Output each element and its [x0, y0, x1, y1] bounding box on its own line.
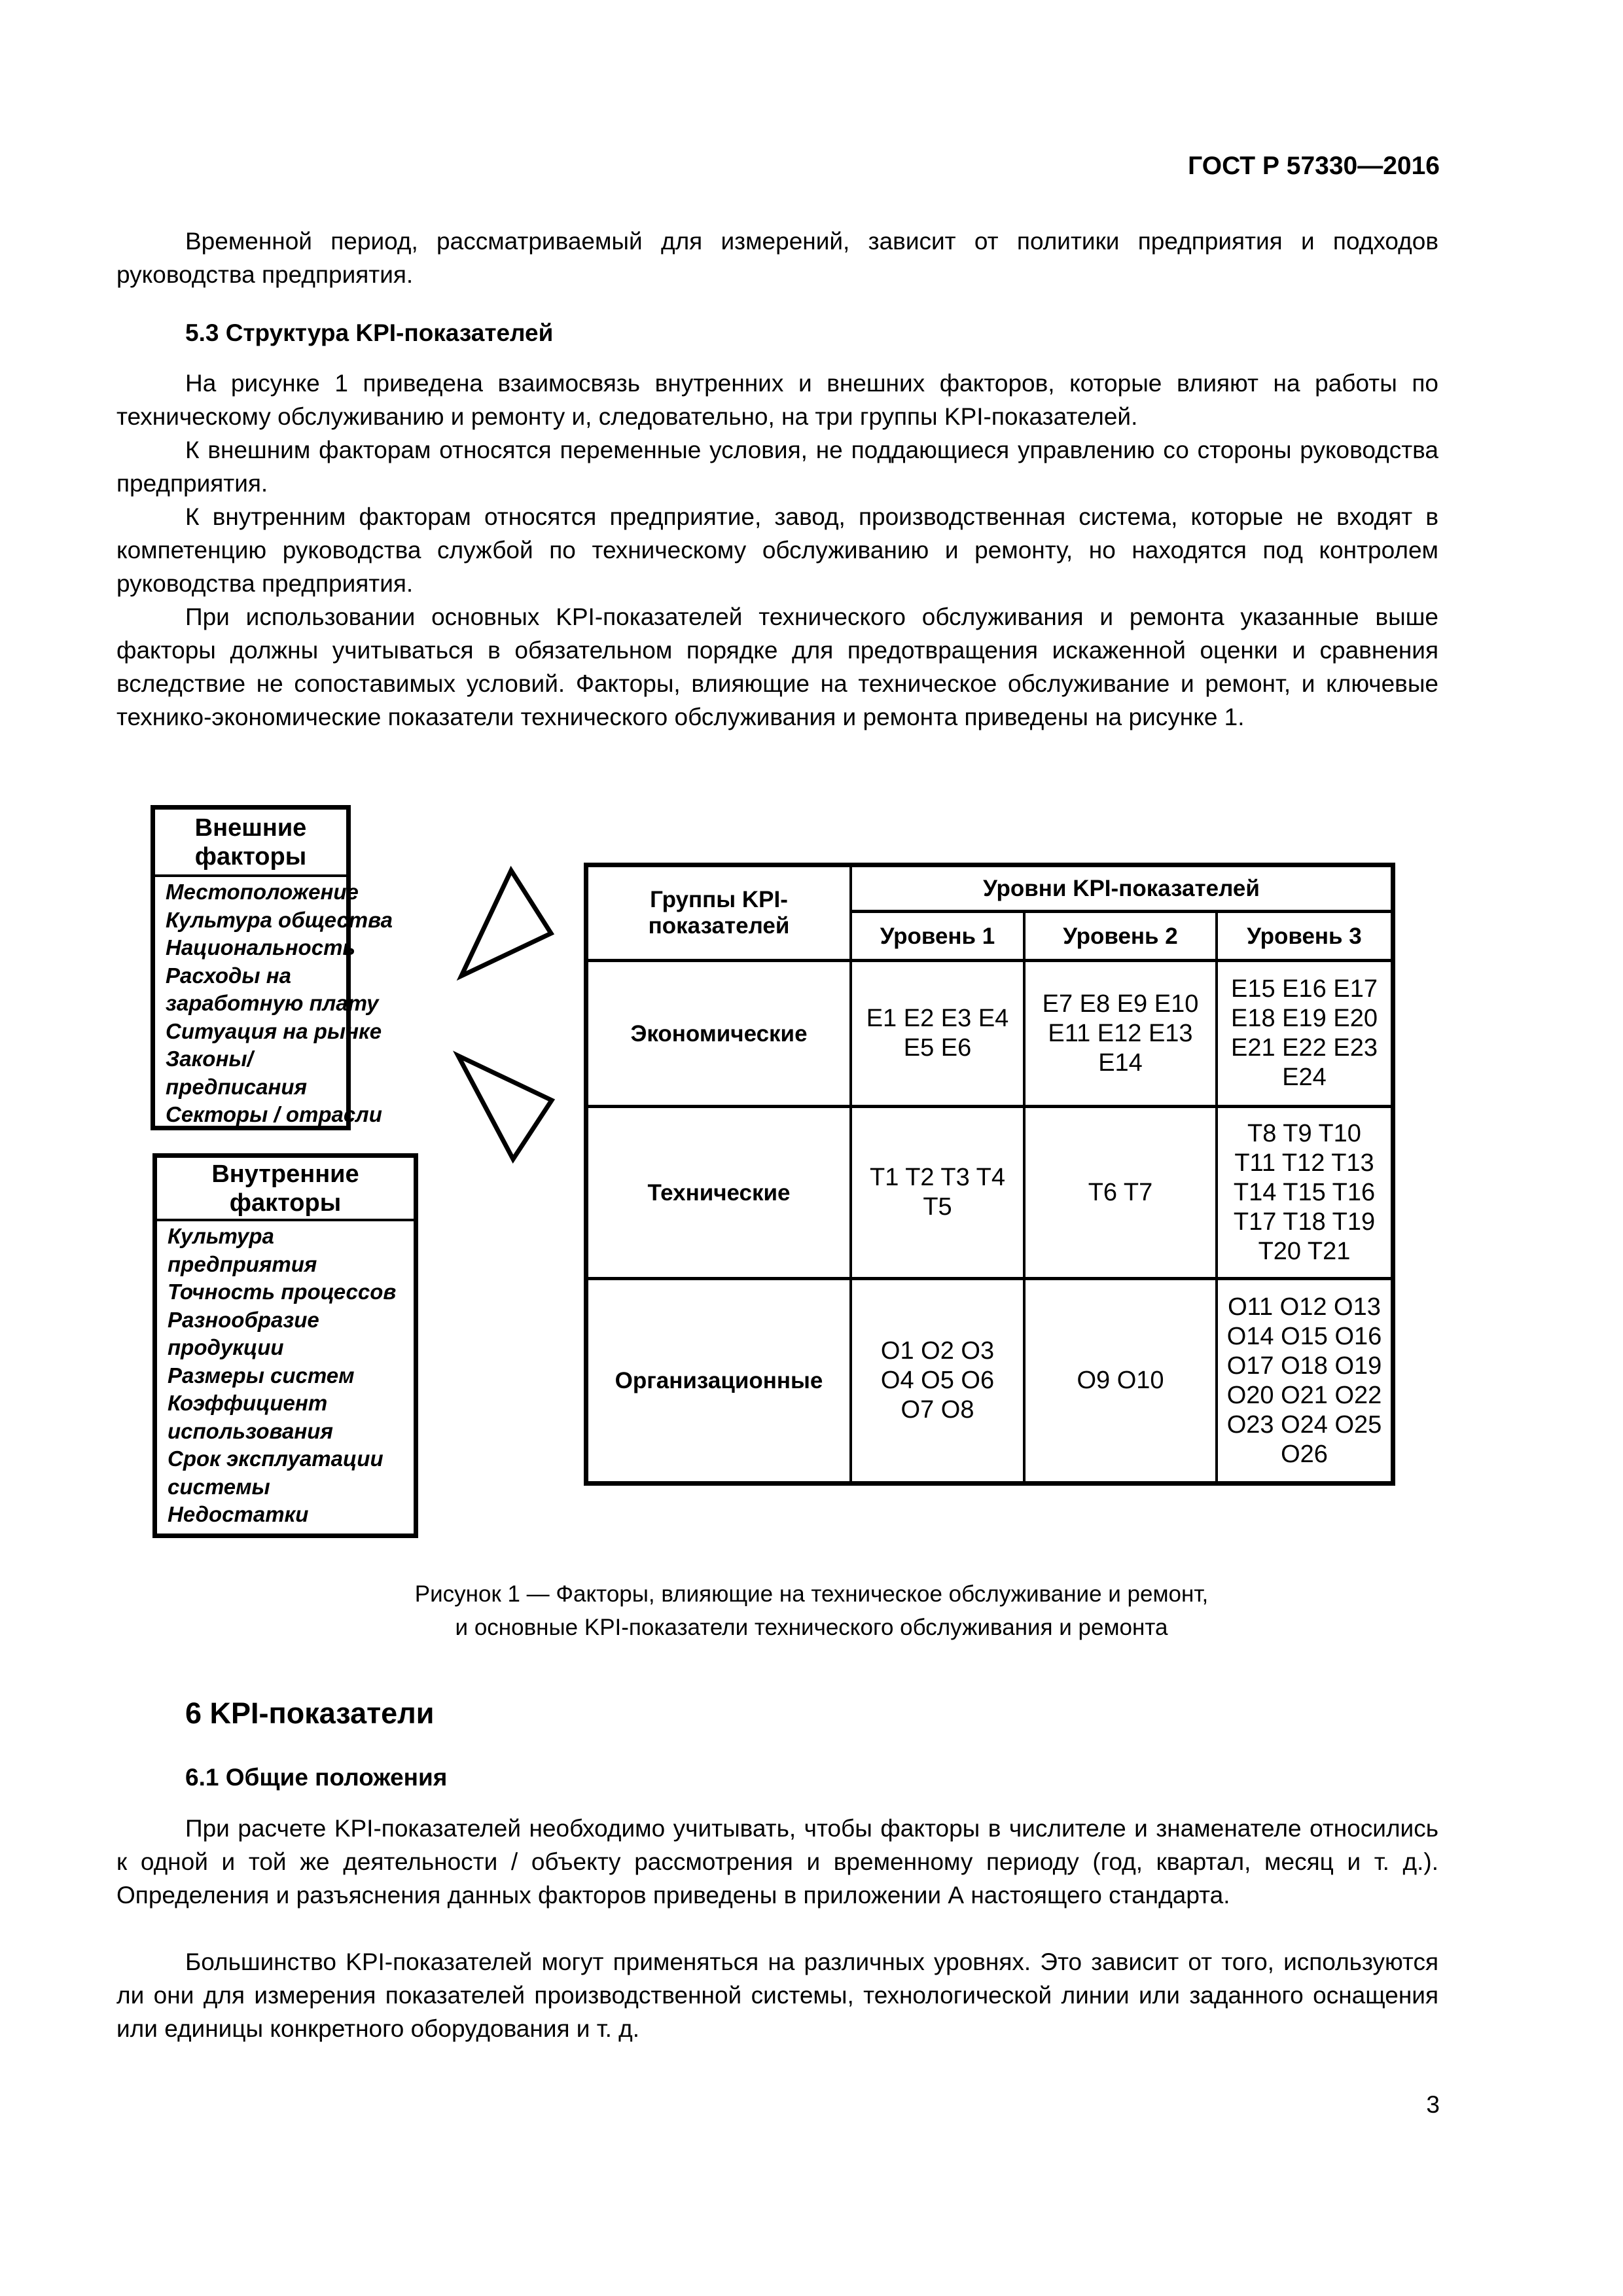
standard-id-header: ГОСТ Р 57330—2016: [1188, 152, 1440, 180]
factor-item: Расходы на: [166, 963, 292, 988]
section-5-3-title: 5.3 Структура KPI-показателей: [185, 319, 554, 346]
cell-economic-level-3: E15 E16 E17 E18 E19 E20 E21 E22 E23 E24: [1231, 975, 1378, 1091]
header-kpi-levels: Уровни KPI-показателей: [983, 876, 1260, 901]
factor-item: Культура общества: [166, 907, 393, 932]
page-number: 3: [1426, 2091, 1440, 2118]
paragraph-6-1-2: [116, 1945, 1438, 2045]
cell-economic-level-2: E7 E8 E9 E10 E11 E12 E13 E14: [1042, 990, 1199, 1077]
figure-caption: [196, 1577, 1427, 1644]
paragraph-text: К внешним факторам относятся переменные условия, не поддающиеся управлению со стороны руководства предприятия.: [116, 437, 1438, 497]
factor-item: системы: [168, 1474, 270, 1499]
cell-technical-level-3: T8 T9 T10 T11 T12 T13 T14 T15 T16 T17 T18 T19 T20 T21: [1233, 1119, 1376, 1265]
paragraph-text: На рисунке 1 приведена взаимосвязь внутренних и внешних факторов, которые влияют на работы по техническому обслуживанию и ремонту и, следовательно, на три группы KPI-показателей.: [116, 370, 1438, 430]
paragraph-text: К внутренним факторам относятся предприятие, завод, производственная система, которые не входят в компетенцию руководства службой по техническому обслуживанию и ремонту, но находятся под контролем руководства предприятия.: [116, 503, 1438, 597]
factor-item: Коэффициент: [168, 1391, 328, 1415]
paragraph-text: При использовании основных KPI-показателей технического обслуживания и ремонта указанные выше факторы должны учитываться в обязательном порядке для предотвращения искаженной оценки и сравнения вследствие не сопоставимых условий. Факторы, влияющие на техническое обслуживание и ремонт, и ключевые технико-экономические показатели технического обслуживания и ремонта приведены на рисунке 1.: [116, 603, 1438, 730]
title-line: Внешние: [194, 814, 307, 842]
caption-line: и основные KPI-показатели технического обслуживания и ремонта: [455, 1615, 1168, 1640]
title-line: Внутренние: [211, 1160, 359, 1188]
factor-item: Культура: [168, 1224, 274, 1248]
factor-item: Недостатки: [168, 1502, 309, 1526]
paragraph-text: Большинство KPI-показателей могут применяться на различных уровнях. Это зависит от того, используются ли они для измерения показателей производственной системы, технологической линии или заданного оснащения или единицы конкретного оборудования и т. д.: [116, 1948, 1438, 2042]
row-group-economic: Экономические: [630, 1020, 808, 1047]
factor-item: продукции: [168, 1335, 284, 1359]
triangle-arrow-internal-icon: [458, 1056, 552, 1159]
header-level-3: Уровень 3: [1247, 923, 1362, 949]
section-6-1-title: 6.1 Общие положения: [185, 1764, 448, 1791]
section-6-title: 6 KPI-показатели: [185, 1696, 435, 1730]
factor-item: Разнообразие: [168, 1307, 319, 1332]
factor-item: Точность процессов: [168, 1280, 397, 1304]
cell-technical-level-1: T1 T2 T3 T4 T5: [870, 1164, 1005, 1221]
factor-item: Секторы / отрасли: [166, 1102, 382, 1126]
factor-item: Законы/: [166, 1047, 253, 1071]
factor-item: предписания: [166, 1074, 308, 1099]
factor-item: использования: [168, 1418, 333, 1443]
kpi-table: [584, 863, 1395, 1486]
caption-line: Рисунок 1 — Факторы, влияющие на техническое обслуживание и ремонт,: [414, 1581, 1209, 1607]
factor-item: Ситуация на рынке: [166, 1018, 382, 1043]
cell-economic-level-1: E1 E2 E3 E4 E5 E6: [866, 1005, 1009, 1062]
factor-item: Местоположение: [166, 880, 359, 904]
row-group-organizational: Организационные: [615, 1368, 823, 1393]
factor-item: Срок эксплуатации: [168, 1446, 383, 1471]
cell-organizational-level-1: O1 O2 O3 O4 O5 O6 O7 O8: [880, 1337, 995, 1424]
paragraph-6-1-1: [116, 1812, 1438, 1912]
cell-organizational-level-3: O11 O12 O13 O14 O15 O16 O17 O18 O19 O20 O21 O22 O23 O24 O25 O26: [1226, 1293, 1382, 1468]
paragraph-text: При расчете KPI-показателей необходимо учитывать, чтобы факторы в числителе и знаменателе относились к одной и той же деятельности / объекту рассмотрения и временному периоду (год, квартал, месяц и т. д.). Определения и разъяснения данных факторов приведены в приложении А настоящего стандарта.: [116, 1815, 1438, 1909]
cell-technical-level-2: T6 T7: [1088, 1178, 1153, 1206]
header-kpi-groups: Группы KPI-показателей: [648, 887, 790, 939]
factor-item: предприятия: [168, 1251, 317, 1276]
title-line: факторы: [194, 842, 307, 870]
factor-item: Размеры систем: [168, 1363, 355, 1388]
header-level-1: Уровень 1: [880, 923, 995, 949]
cell-organizational-level-2: O9 O10: [1077, 1367, 1164, 1394]
factor-item: Национальность: [166, 935, 356, 960]
header-level-2: Уровень 2: [1063, 923, 1178, 949]
triangle-arrow-external-icon: [461, 870, 551, 976]
paragraph-text: Временной период, рассматриваемый для измерений, зависит от политики предприятия и подходов руководства предприятия.: [116, 228, 1438, 288]
factor-item: заработную плату: [166, 991, 379, 1015]
title-line: факторы: [229, 1189, 342, 1217]
row-group-technical: Технические: [647, 1179, 791, 1206]
